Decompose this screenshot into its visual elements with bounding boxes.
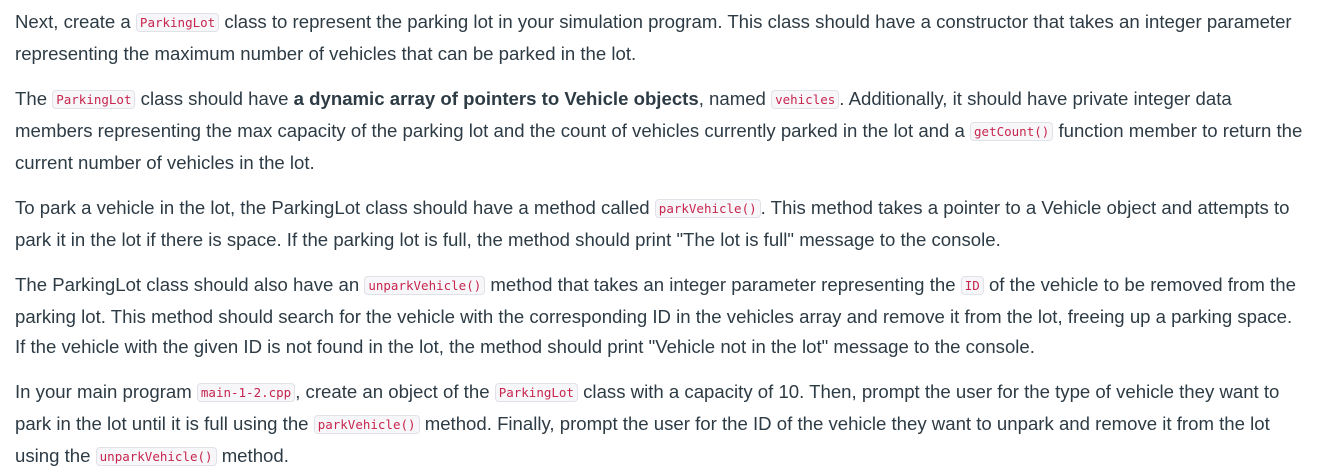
text-run: method.: [216, 445, 289, 466]
text-run: , named: [698, 88, 772, 109]
text-run: of the vehicle to be removed from the parking lot. This method should search for the vehicle with the corresponding ID in the vehicles array and remove it from the lot, freeing up a parking space. If the vehicle with the given ID is not found in the lot, the method should print "Vehicle not in the lot" message to the console.: [15, 274, 1296, 357]
text-run: . Additionally, it should have private integer data members representing the max capacity of the parking lot and the count of vehicles currently parked in the lot and a: [15, 88, 1232, 141]
inline-code-unparkvehicle: unparkVehicle(): [96, 447, 217, 466]
text-run: class should have: [135, 88, 294, 109]
text-run: Next, create a: [15, 11, 136, 32]
paragraph-park-vehicle: [15, 193, 1307, 255]
text-run: method that takes an integer parameter representing the: [485, 274, 961, 295]
text-run: The ParkingLot class should also have an: [15, 274, 365, 295]
inline-code-parkinglot: ParkingLot: [52, 90, 135, 109]
inline-code-parkvehicle: parkVehicle(): [314, 415, 420, 434]
text-run: class with a capacity of 10. Then, prompt the user for the type of vehicle they want to park in the lot until it is full using the: [15, 381, 1280, 434]
inline-code-parkinglot: ParkingLot: [495, 383, 578, 402]
inline-code-unparkvehicle: unparkVehicle(): [364, 276, 485, 295]
inline-code-vehicles: vehicles: [771, 90, 839, 109]
text-run: function member to return the current number of vehicles in the lot.: [15, 120, 1303, 173]
paragraph-unpark-vehicle: [15, 270, 1307, 362]
text-run: To park a vehicle in the lot, the ParkingLot class should have a method called: [15, 197, 655, 218]
inline-code-getcount: getCount(): [970, 122, 1053, 141]
text-run: , create an object of the: [295, 381, 495, 402]
text-run: . This method takes a pointer to a Vehicle object and attempts to park it in the lot if there is space. If the parking lot is full, the method should print "The lot is full" message to the console.: [15, 197, 1290, 250]
text-run: method. Finally, prompt the user for the ID of the vehicle they want to unpark and remove it from the lot using the: [15, 413, 1270, 466]
paragraph-main-program: [15, 377, 1307, 473]
inline-code-main-file: main-1-2.cpp: [197, 383, 295, 402]
inline-code-parkinglot: ParkingLot: [136, 13, 219, 32]
bold-dynamic-array-text: a dynamic array of pointers to Vehicle objects: [293, 88, 699, 109]
inline-code-parkvehicle: parkVehicle(): [655, 199, 761, 218]
paragraph-parkinglot-intro: [15, 7, 1307, 69]
paragraph-vehicles-array: [15, 84, 1307, 178]
inline-code-id: ID: [961, 276, 984, 295]
text-run: class to represent the parking lot in your simulation program. This class should have a constructor that takes an integer parameter representing the maximum number of vehicles that can be parked in the lot.: [15, 11, 1292, 64]
text-run: The: [15, 88, 53, 109]
text-run: In your main program: [15, 381, 197, 402]
